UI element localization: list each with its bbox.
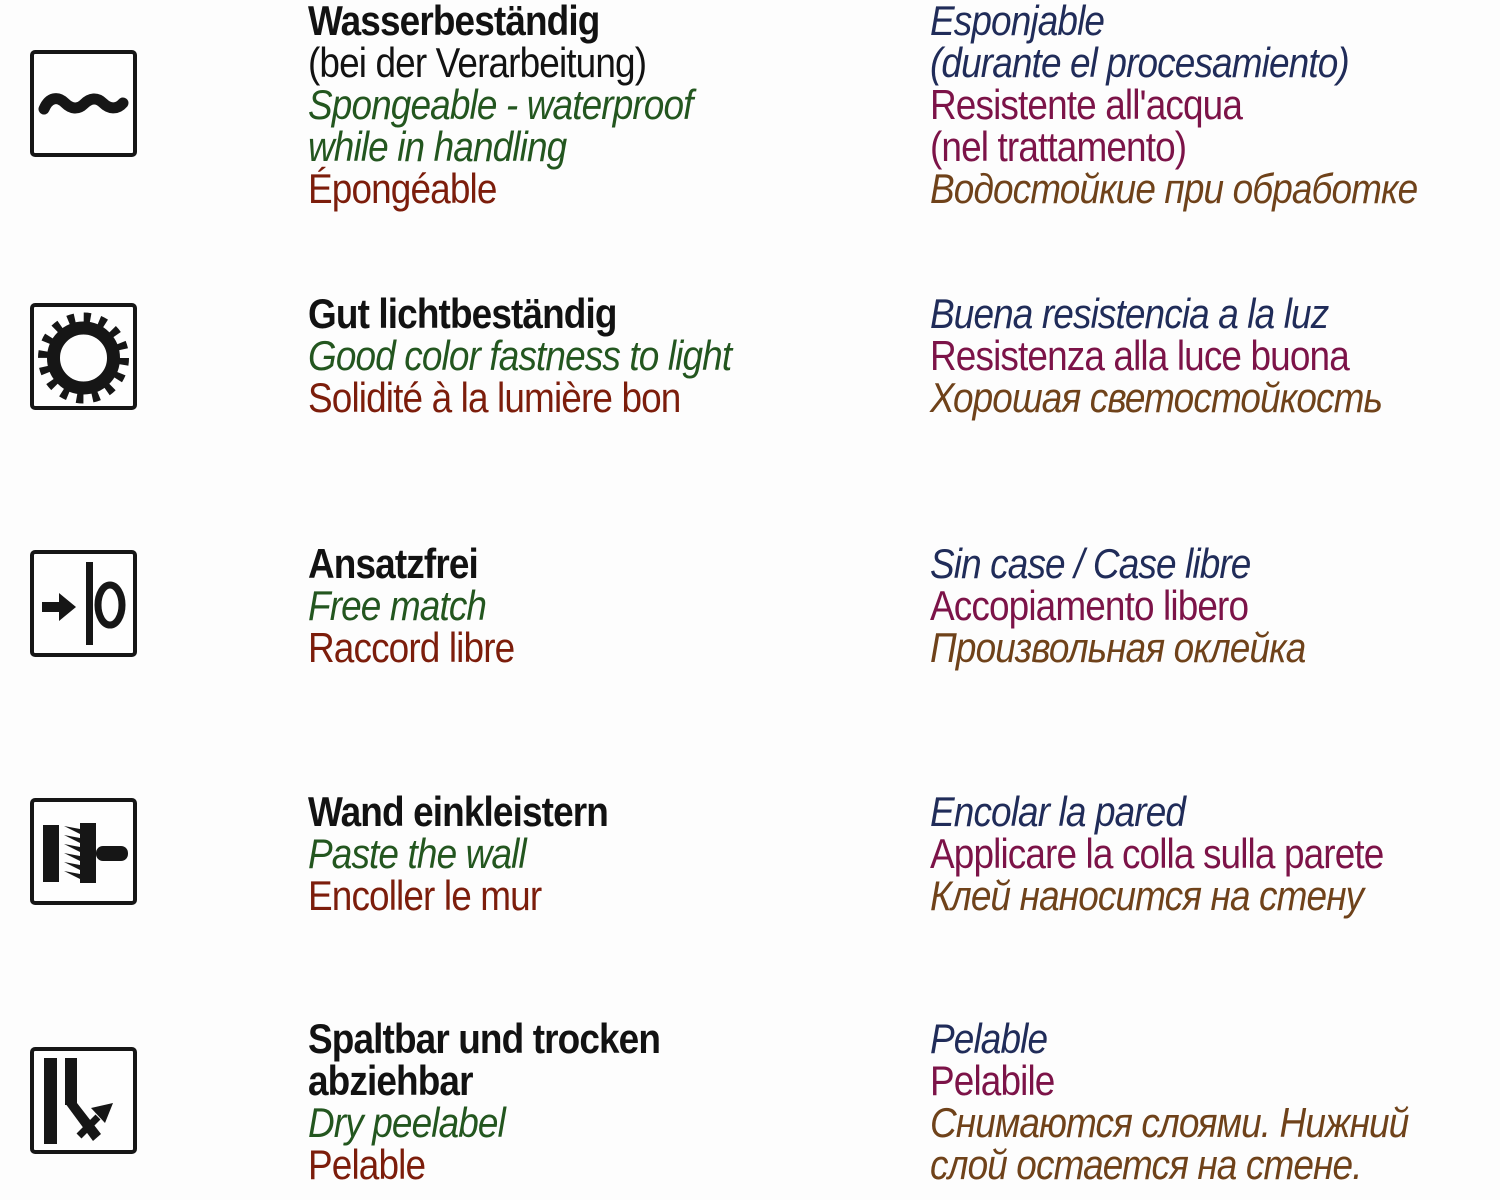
label-it: Applicare la colla sulla parete xyxy=(930,830,1384,877)
label-es: Encolar la pared xyxy=(930,788,1186,835)
free-match-icon xyxy=(34,554,133,653)
label-de: Wand einkleistern xyxy=(308,788,608,835)
label-de: Ansatzfrei xyxy=(308,540,478,587)
label-es: Sin case / Case libre xyxy=(930,540,1251,587)
label-de: abziehbar xyxy=(308,1057,473,1104)
symbol-box xyxy=(30,50,137,157)
labels-left xyxy=(308,540,542,671)
label-en: Spongeable - waterproof xyxy=(308,81,693,128)
labels-right xyxy=(930,540,1357,671)
label-fr: Encoller le mur xyxy=(308,872,542,919)
label-ru: слой остается на стене. xyxy=(930,1141,1362,1188)
label-ru: Хорошая светостойкость xyxy=(930,374,1383,421)
label-de: Spaltbar und trocken xyxy=(308,1015,661,1062)
label-en: Paste the wall xyxy=(308,830,526,877)
label-fr: Solidité à la lumière bon xyxy=(308,374,681,421)
label-it: Resistenza alla luce buona xyxy=(930,332,1349,379)
labels-left xyxy=(308,290,789,421)
symbol-box xyxy=(30,1047,137,1154)
symbol-box xyxy=(30,798,137,905)
label-es: Esponjable xyxy=(930,0,1105,44)
label-it: Resistente all'acqua xyxy=(930,81,1243,128)
label-es: (durante el procesamiento) xyxy=(930,39,1349,86)
label-fr: Raccord libre xyxy=(308,624,515,671)
label-it: Accopiamento libero xyxy=(930,582,1249,629)
lightfast-sun-icon xyxy=(34,307,133,406)
label-en: Good color fastness to light xyxy=(308,332,732,379)
labels-left xyxy=(308,1015,708,1188)
labels-right xyxy=(930,0,1484,210)
dry-peelable-icon xyxy=(34,1051,133,1150)
label-de: Gut lichtbeständig xyxy=(308,290,617,337)
label-en: while in handling xyxy=(308,123,567,170)
labels-left xyxy=(308,788,649,919)
paste-the-wall-brush-icon xyxy=(34,802,133,901)
label-en: Dry peelabel xyxy=(308,1099,505,1146)
label-ru: Водостойкие при обработке xyxy=(930,165,1418,212)
labels-right xyxy=(930,290,1444,421)
label-ru: Снимаются слоями. Нижний xyxy=(930,1099,1409,1146)
spongeable-wave-icon xyxy=(34,54,133,153)
label-fr: Épongéable xyxy=(308,165,497,212)
label-it: (nel trattamento) xyxy=(930,123,1187,170)
labels-left xyxy=(308,0,745,210)
label-ru: Клей наносится на стену xyxy=(930,872,1364,919)
label-es: Pelable xyxy=(930,1015,1048,1062)
labels-right xyxy=(930,788,1445,919)
symbol-box xyxy=(30,550,137,657)
label-de: Wasserbeständig xyxy=(308,0,600,44)
label-fr: Pelable xyxy=(308,1141,426,1188)
label-ru: Произвольная оклейка xyxy=(930,624,1306,671)
label-en: Free match xyxy=(308,582,487,629)
symbol-box xyxy=(30,303,137,410)
labels-right xyxy=(930,1015,1474,1188)
label-de: (bei der Verarbeitung) xyxy=(308,39,647,86)
label-es: Buena resistencia a la luz xyxy=(930,290,1329,337)
label-it: Pelabile xyxy=(930,1057,1055,1104)
